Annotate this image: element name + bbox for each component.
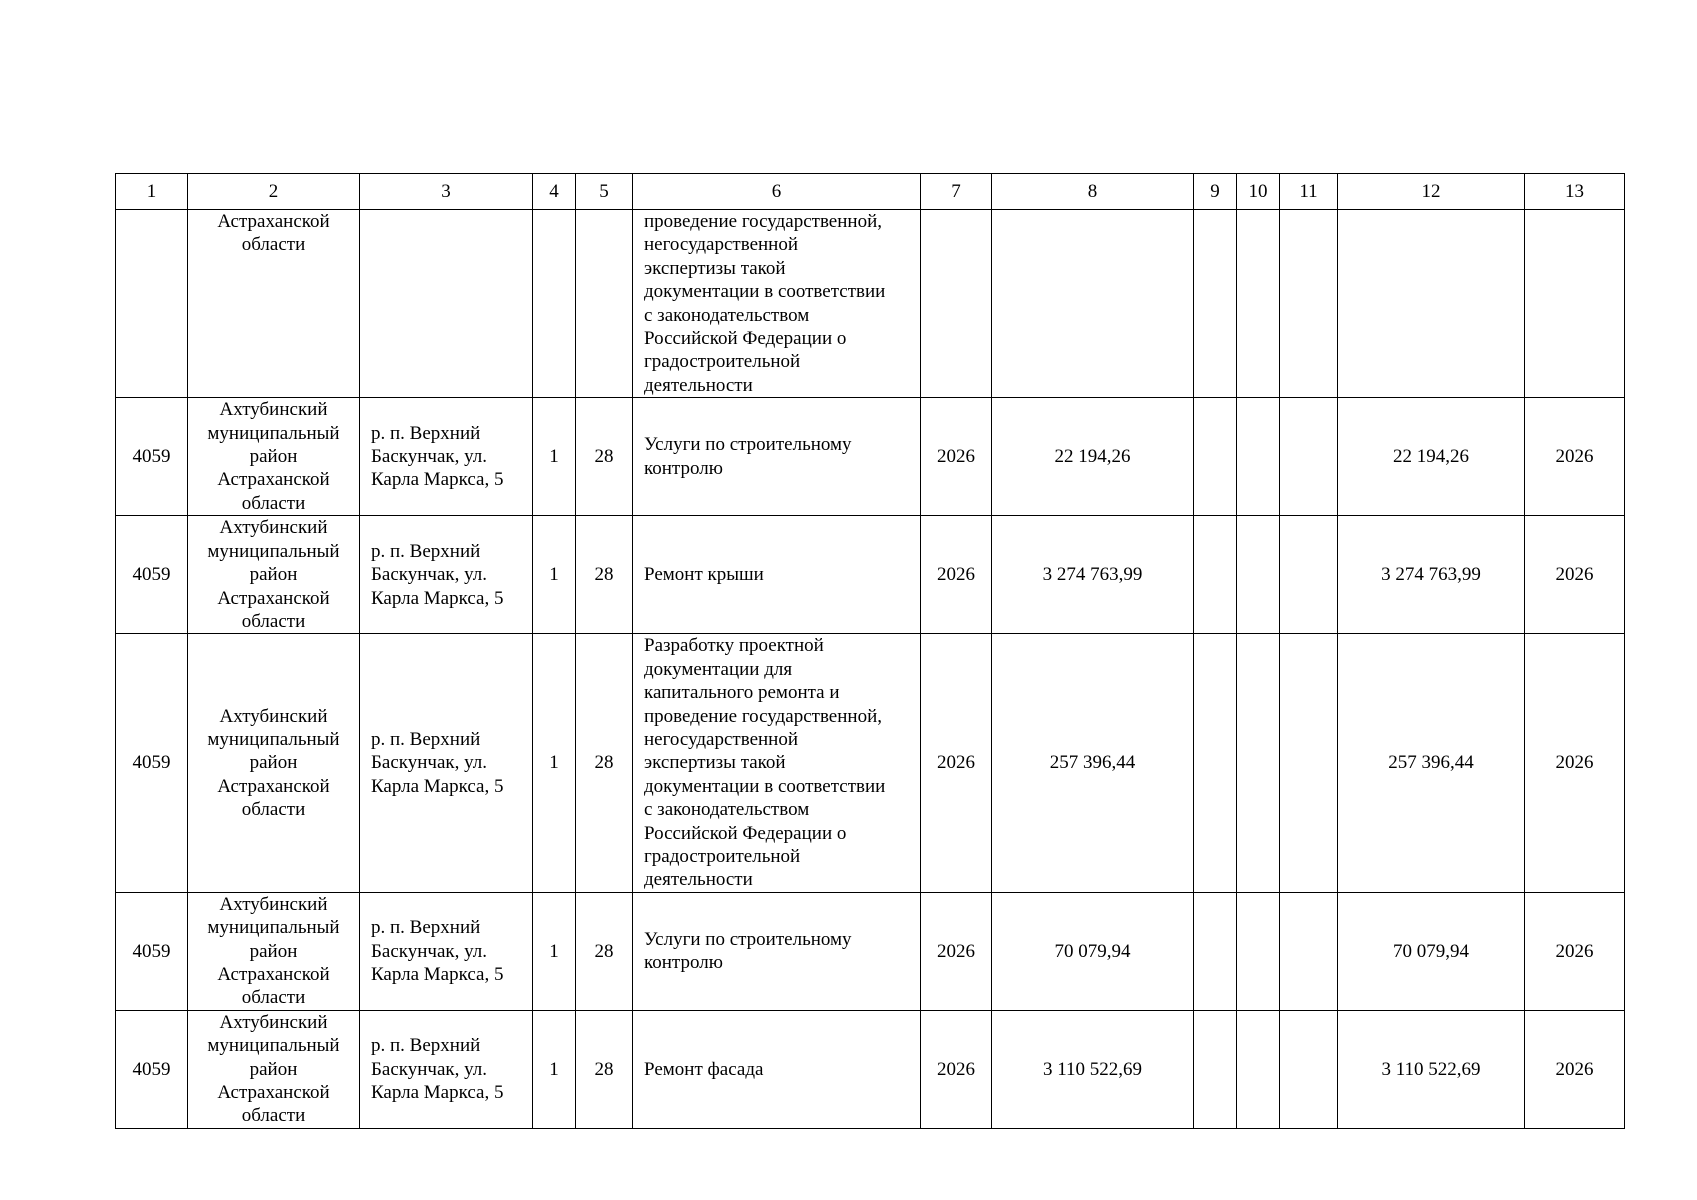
cell-col11 (1280, 1010, 1338, 1128)
cell-year13: 2026 (1525, 1010, 1625, 1128)
cell-col5: 28 (576, 892, 633, 1010)
cell-col5: 28 (576, 398, 633, 516)
header-cell-12: 12 (1338, 174, 1525, 210)
cell-year: 2026 (921, 1010, 992, 1128)
cell-address: р. п. Верхний Баскунчак, ул. Карла Маркса, 5 (360, 516, 533, 634)
cell-amount (992, 210, 1194, 398)
header-cell-1: 1 (116, 174, 188, 210)
cell-col10 (1237, 1010, 1280, 1128)
cell-region: Ахтубинский муниципальный район Астраханской области (188, 398, 360, 516)
cell-amount12: 3 110 522,69 (1338, 1010, 1525, 1128)
cell-year: 2026 (921, 892, 992, 1010)
cell-year: 2026 (921, 398, 992, 516)
header-cell-2: 2 (188, 174, 360, 210)
header-cell-8: 8 (992, 174, 1194, 210)
cell-col4: 1 (533, 398, 576, 516)
cell-col9 (1194, 210, 1237, 398)
cell-amount: 3 110 522,69 (992, 1010, 1194, 1128)
cell-address: р. п. Верхний Баскунчак, ул. Карла Маркса, 5 (360, 1010, 533, 1128)
header-cell-10: 10 (1237, 174, 1280, 210)
cell-region: Ахтубинский муниципальный район Астраханской области (188, 516, 360, 634)
table-row (116, 516, 1625, 634)
cell-year13: 2026 (1525, 516, 1625, 634)
table-row (116, 634, 1625, 892)
cell-description: проведение государственной, негосударственной экспертизы такой документации в соответствии с законодательством Российской Федерации о градостроительной деятельности (633, 210, 921, 398)
cell-col10 (1237, 634, 1280, 892)
cell-id (116, 210, 188, 398)
cell-amount: 70 079,94 (992, 892, 1194, 1010)
cell-col11 (1280, 516, 1338, 634)
cell-description: Разработку проектной документации для капитального ремонта и проведение государственной, негосударственной экспертизы такой документации в соответствии с законодательством Российской Федерации о градостроительной деятельности (633, 634, 921, 892)
cell-id: 4059 (116, 634, 188, 892)
cell-description: Ремонт крыши (633, 516, 921, 634)
cell-description: Услуги по строительному контролю (633, 398, 921, 516)
cell-col9 (1194, 634, 1237, 892)
cell-col5: 28 (576, 516, 633, 634)
cell-col4: 1 (533, 1010, 576, 1128)
cell-col4: 1 (533, 892, 576, 1010)
cell-col5: 28 (576, 634, 633, 892)
cell-col9 (1194, 398, 1237, 516)
cell-year13 (1525, 210, 1625, 398)
cell-col4: 1 (533, 516, 576, 634)
works-table (115, 173, 1625, 1129)
cell-col9 (1194, 1010, 1237, 1128)
cell-col10 (1237, 516, 1280, 634)
header-cell-6: 6 (633, 174, 921, 210)
cell-region: Ахтубинский муниципальный район Астраханской области (188, 634, 360, 892)
cell-col9 (1194, 892, 1237, 1010)
cell-year13: 2026 (1525, 398, 1625, 516)
cell-col9 (1194, 516, 1237, 634)
header-cell-4: 4 (533, 174, 576, 210)
column-number-row (116, 174, 1625, 210)
cell-col10 (1237, 398, 1280, 516)
cell-year (921, 210, 992, 398)
table-row (116, 1010, 1625, 1128)
cell-region: Астраханской области (188, 210, 360, 398)
cell-col11 (1280, 892, 1338, 1010)
cell-col11 (1280, 634, 1338, 892)
cell-amount12: 257 396,44 (1338, 634, 1525, 892)
cell-id: 4059 (116, 1010, 188, 1128)
cell-description: Ремонт фасада (633, 1010, 921, 1128)
cell-col5 (576, 210, 633, 398)
cell-amount12: 22 194,26 (1338, 398, 1525, 516)
cell-year13: 2026 (1525, 892, 1625, 1010)
cell-amount12: 3 274 763,99 (1338, 516, 1525, 634)
cell-amount: 257 396,44 (992, 634, 1194, 892)
cell-year: 2026 (921, 634, 992, 892)
header-cell-7: 7 (921, 174, 992, 210)
cell-amount12: 70 079,94 (1338, 892, 1525, 1010)
cell-col5: 28 (576, 1010, 633, 1128)
header-cell-13: 13 (1525, 174, 1625, 210)
cell-col4 (533, 210, 576, 398)
cell-year: 2026 (921, 516, 992, 634)
cell-col4: 1 (533, 634, 576, 892)
cell-amount: 22 194,26 (992, 398, 1194, 516)
cell-address (360, 210, 533, 398)
header-cell-9: 9 (1194, 174, 1237, 210)
cell-address: р. п. Верхний Баскунчак, ул. Карла Маркса, 5 (360, 892, 533, 1010)
cell-id: 4059 (116, 516, 188, 634)
cell-region: Ахтубинский муниципальный район Астраханской области (188, 892, 360, 1010)
cell-year13: 2026 (1525, 634, 1625, 892)
header-cell-3: 3 (360, 174, 533, 210)
cell-amount12 (1338, 210, 1525, 398)
cell-id: 4059 (116, 398, 188, 516)
header-cell-5: 5 (576, 174, 633, 210)
header-cell-11: 11 (1280, 174, 1338, 210)
table-row (116, 398, 1625, 516)
cell-address: р. п. Верхний Баскунчак, ул. Карла Маркса, 5 (360, 634, 533, 892)
cell-col11 (1280, 398, 1338, 516)
table-row (116, 892, 1625, 1010)
cell-address: р. п. Верхний Баскунчак, ул. Карла Маркса, 5 (360, 398, 533, 516)
cell-region: Ахтубинский муниципальный район Астраханской области (188, 1010, 360, 1128)
cell-id: 4059 (116, 892, 188, 1010)
cell-col11 (1280, 210, 1338, 398)
cell-amount: 3 274 763,99 (992, 516, 1194, 634)
cell-col10 (1237, 892, 1280, 1010)
cell-description: Услуги по строительному контролю (633, 892, 921, 1010)
cell-col10 (1237, 210, 1280, 398)
continuation-row (116, 210, 1625, 398)
